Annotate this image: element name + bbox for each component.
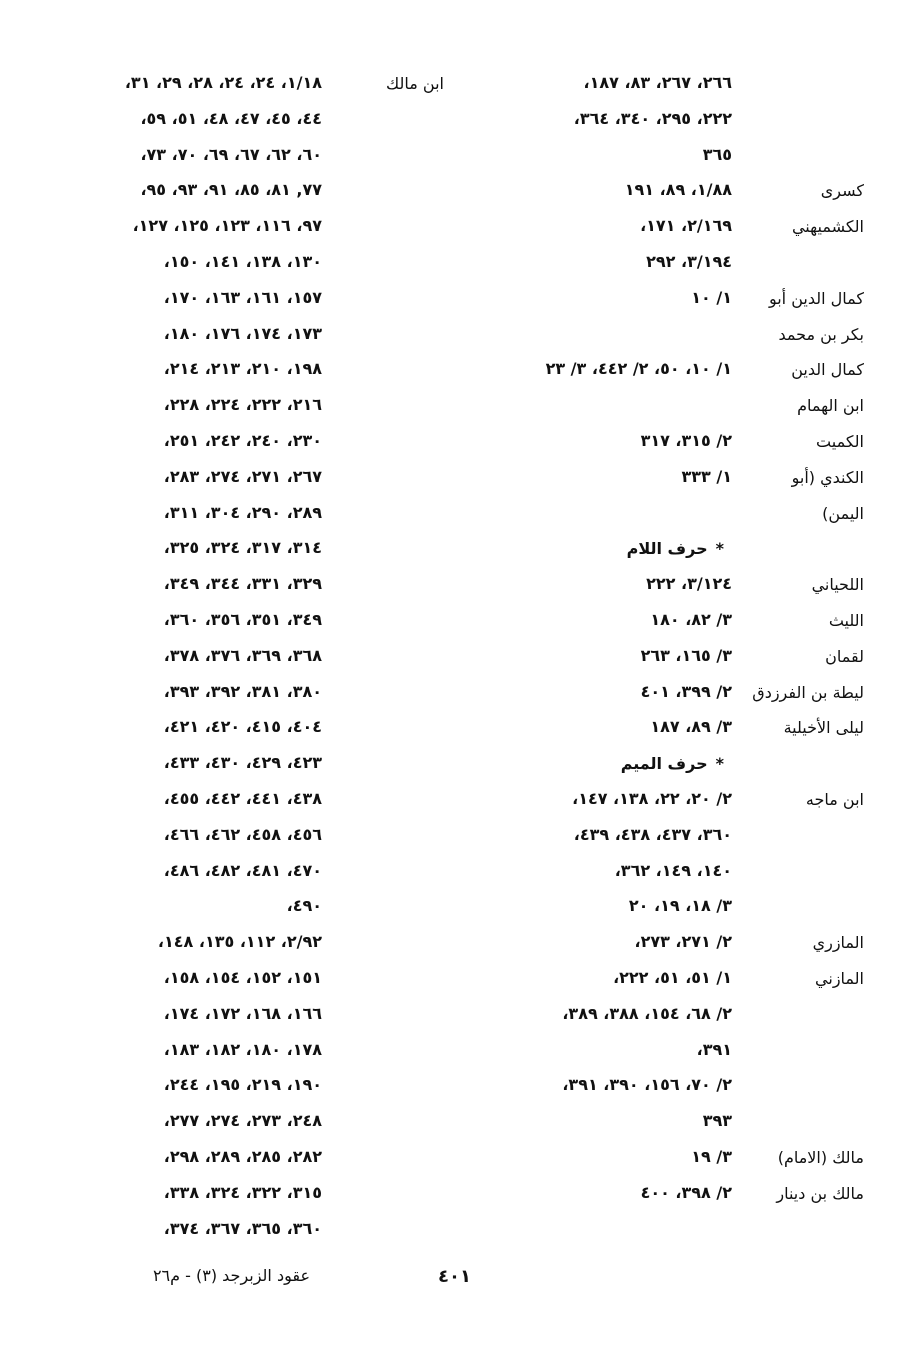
entry-page-refs: ٤٥٦، ٤٥٨، ٤٦٢، ٤٦٦،	[163, 824, 322, 844]
section-heading-row	[452, 533, 864, 569]
entry-page-refs: ٤٤، ٤٥، ٤٧، ٤٨، ٥١، ٥٩،	[140, 108, 322, 128]
entry-page-refs: ٣/ ٨٢، ١٨٠	[650, 609, 732, 629]
section-heading	[627, 539, 724, 558]
entry-name: الليث	[828, 610, 864, 630]
entry-page-refs: ٤٧٠، ٤٨١، ٤٨٢، ٤٨٦،	[163, 860, 322, 880]
entry-page-refs: ١٧٨، ١٨٠، ١٨٢، ١٨٣،	[163, 1039, 322, 1059]
entry-name: كسرى	[820, 181, 864, 201]
entry-name: ابن ماجه	[805, 789, 864, 809]
entry-name: المازني	[815, 968, 864, 988]
index-entry	[60, 533, 452, 569]
index-entry	[452, 462, 864, 498]
entry-page-refs: ٢/ ٣١٥، ٣١٧	[640, 430, 732, 450]
entry-page-refs: ٣/ ٨٩، ١٨٧	[650, 717, 732, 737]
entry-page-refs: ١/٨٨، ٨٩، ١٩١	[624, 180, 732, 200]
index-entry	[60, 462, 452, 498]
entry-name: كمال الدين	[791, 360, 864, 380]
entry-page-refs: ١/١٨، ٢٤، ٢٤، ٢٨، ٢٩، ٣١،	[124, 73, 322, 92]
entry-name: مالك (الامام)	[777, 1147, 864, 1167]
entry-page-refs: ٢/٩٢، ١١٢، ١٣٥، ١٤٨،	[157, 932, 322, 952]
entry-page-refs: ٢/ ٢٠، ٢٢، ١٣٨، ١٤٧،	[572, 788, 732, 808]
index-entry	[60, 390, 452, 426]
index-entry	[60, 1035, 452, 1071]
entry-page-refs: ٣/ ١٩	[691, 1146, 732, 1166]
index-entry	[452, 175, 864, 211]
index-entry	[60, 927, 452, 963]
entry-page-refs: ٢/١٦٩، ١٧١،	[640, 216, 732, 236]
index-entry	[60, 1178, 452, 1214]
index-entry	[60, 712, 452, 748]
index-entry	[60, 891, 452, 927]
entry-page-refs: ٢٦٧، ٢٧١، ٢٧٤، ٢٨٣،	[163, 466, 322, 486]
entry-name: مالك بن دينار	[776, 1183, 864, 1203]
entry-page-refs: ١٩٠، ٢١٩، ١٩٥، ٢٤٤،	[163, 1075, 322, 1095]
entry-page-refs: ٢/ ٣٩٩، ٤٠١	[640, 681, 732, 701]
entry-page-refs: ٢/ ٧٠، ١٥٦، ٣٩٠، ٣٩١،	[562, 1075, 732, 1095]
entry-page-refs: ٩٧، ١١٦، ١٢٣، ١٢٥، ١٢٧،	[132, 216, 322, 236]
index-entry	[60, 856, 452, 892]
index-entry	[60, 426, 452, 462]
entry-page-refs: ٣/ ١٨، ١٩، ٢٠	[628, 896, 732, 916]
index-entry	[452, 856, 864, 892]
index-entry	[452, 605, 864, 641]
index-entry	[60, 68, 452, 104]
entry-page-refs: ١٥١، ١٥٢، ١٥٤، ١٥٨،	[163, 967, 322, 987]
index-entry	[452, 1035, 864, 1071]
index-entry	[452, 390, 864, 426]
index-entry	[452, 1142, 864, 1178]
index-entry	[452, 569, 864, 605]
entry-page-refs: ١٥٧، ١٦١، ١٦٣، ١٧٠،	[163, 287, 322, 307]
index-entry	[452, 963, 864, 999]
entry-name: ابن مالك	[386, 74, 444, 93]
entry-page-refs: ٢/ ٣٩٨، ٤٠٠	[640, 1182, 732, 1202]
index-entry	[452, 677, 864, 713]
entry-page-refs: ٣٦٨، ٣٦٩، ٣٧٦، ٣٧٨،	[163, 645, 322, 665]
entry-page-refs: ٣٩٣	[702, 1111, 732, 1131]
entry-name: بكر بن محمد	[778, 324, 864, 344]
index-entry	[452, 426, 864, 462]
index-entry	[60, 748, 452, 784]
index-column-left	[60, 68, 452, 1249]
index-entry	[452, 784, 864, 820]
entry-name: المازري	[812, 933, 864, 953]
entry-page-refs: ٣/١٩٤، ٢٩٢	[646, 251, 732, 271]
index-entry	[60, 605, 452, 641]
entry-page-refs: ٣/١٢٤، ٢٢٢	[646, 574, 732, 594]
index-entry	[60, 140, 452, 176]
entry-name: لقمان	[825, 646, 864, 666]
entry-page-refs: ٣٦٥	[702, 144, 732, 164]
entry-page-refs: ١/ ١٠، ٥٠، ٢/ ٤٤٢، ٣/ ٢٣	[545, 359, 732, 379]
index-entry	[60, 1214, 452, 1250]
index-entry	[60, 677, 452, 713]
entry-page-refs: ٣٨٠، ٣٨١، ٣٩٢، ٣٩٣،	[163, 681, 322, 701]
entry-page-refs: ٢٢٢، ٢٩٥، ٣٤٠، ٣٦٤،	[573, 108, 732, 128]
entry-page-refs: ٣١٥، ٣٢٢، ٣٢٤، ٣٣٨،	[163, 1182, 322, 1202]
entry-page-refs: ١٤٠، ١٤٩، ٣٦٢،	[614, 860, 732, 880]
entry-page-refs: ٤٣٨، ٤٤١، ٤٤٢، ٤٥٥،	[163, 788, 322, 808]
entry-page-refs: ٤٠٤، ٤١٥، ٤٢٠، ٤٢١،	[163, 717, 322, 737]
index-column-right	[452, 68, 864, 1214]
entry-page-refs: ٦٠، ٦٢، ٦٧، ٦٩، ٧٠، ٧٣،	[140, 144, 322, 164]
entry-page-refs: ١٧٣، ١٧٤، ١٧٦، ١٨٠،	[163, 323, 322, 343]
entry-page-refs: ٢١٦، ٢٢٢، ٢٢٤، ٢٢٨،	[163, 395, 322, 415]
index-entry	[60, 247, 452, 283]
entry-name: الكشميهني	[791, 217, 864, 237]
index-entry	[60, 283, 452, 319]
index-entry	[452, 319, 864, 355]
entry-name: كمال الدين أبو	[768, 288, 864, 308]
index-entry	[60, 999, 452, 1035]
entry-page-refs: ٢٨٢، ٢٨٥، ٢٨٩، ٢٩٨،	[163, 1146, 322, 1166]
index-entry	[452, 1070, 864, 1106]
section-heading-row	[452, 748, 864, 784]
entry-page-refs: ٣١٤، ٣١٧، ٣٢٤، ٣٢٥،	[163, 538, 322, 558]
footer-book-title: عقود الزبرجد (٣) - م٢٦	[152, 1266, 310, 1285]
entry-page-refs: ٢٤٨، ٢٧٣، ٢٧٤، ٢٧٧،	[163, 1111, 322, 1131]
index-entry	[452, 641, 864, 677]
entry-page-refs: ٢٣٠، ٢٤٠، ٢٤٢، ٢٥١،	[163, 430, 322, 450]
index-entry	[60, 641, 452, 677]
entry-name: ابن الهمام	[797, 396, 864, 416]
index-entry	[452, 999, 864, 1035]
index-entry	[452, 140, 864, 176]
index-entry	[452, 68, 864, 104]
entry-page-refs: ١/ ٣٣٣	[681, 466, 732, 486]
index-entry	[452, 283, 864, 319]
index-entry	[60, 963, 452, 999]
entry-page-refs: ١/ ٥١، ٥١، ٢٢٢،	[613, 967, 732, 987]
index-entry	[60, 1070, 452, 1106]
index-entry	[452, 1106, 864, 1142]
section-title: حرف اللام	[626, 539, 708, 559]
entry-page-refs: ٤٩٠،	[286, 896, 322, 916]
index-entry	[60, 498, 452, 534]
entry-page-refs: ٣٩١،	[696, 1039, 732, 1059]
entry-page-refs: ٣٢٩، ٣٣١، ٣٤٤، ٣٤٩،	[163, 574, 322, 594]
section-star-icon: *	[715, 539, 724, 559]
index-entry	[60, 1142, 452, 1178]
entry-page-refs: ٧٧, ٨١، ٨٥، ٩١، ٩٣، ٩٥،	[140, 180, 322, 200]
entry-name: الكندي (أبو	[791, 467, 864, 487]
entry-page-refs: ٢/ ٢٧١، ٢٧٣،	[634, 932, 732, 952]
entry-page-refs: ٢٨٩، ٢٩٠، ٣٠٤، ٣١١،	[163, 502, 322, 522]
entry-page-refs: ٣/ ١٦٥، ٢٦٣	[640, 645, 732, 665]
entry-name: ليطة بن الفرزدق	[752, 682, 864, 702]
index-entry	[452, 247, 864, 283]
entry-page-refs: ٣٦٠، ٣٦٥، ٣٦٧، ٣٧٤،	[163, 1218, 322, 1238]
index-entry	[452, 498, 864, 534]
entry-page-refs: ١٩٨، ٢١٠، ٢١٣، ٢١٤،	[163, 359, 322, 379]
entry-page-refs: ٢/ ٦٨، ١٥٤، ٣٨٨، ٣٨٩،	[562, 1003, 732, 1023]
entry-page-refs: ٤٢٣، ٤٢٩، ٤٣٠، ٤٣٣،	[163, 753, 322, 773]
entry-name: اللحياني	[811, 575, 864, 595]
entry-name: ليلى الأخيلية	[783, 718, 864, 738]
index-entry	[60, 820, 452, 856]
index-entry	[60, 104, 452, 140]
index-entry	[60, 175, 452, 211]
entry-name: الكميت	[816, 431, 864, 451]
index-entry	[452, 891, 864, 927]
section-heading	[621, 754, 724, 773]
index-entry	[452, 927, 864, 963]
entry-page-refs: ١٦٦، ١٦٨، ١٧٢، ١٧٤،	[163, 1003, 322, 1023]
index-entry	[60, 211, 452, 247]
index-entry	[452, 211, 864, 247]
index-entry	[60, 569, 452, 605]
page-number: ٤٠١	[438, 1266, 471, 1287]
index-entry	[452, 712, 864, 748]
index-entry	[60, 784, 452, 820]
entry-page-refs: ٣٤٩، ٣٥١، ٣٥٦، ٣٦٠،	[163, 609, 322, 629]
entry-name: اليمن)	[822, 503, 864, 523]
entry-page-refs: ١٣٠، ١٣٨، ١٤١، ١٥٠،	[163, 251, 322, 271]
index-entry	[452, 820, 864, 856]
index-entry	[452, 104, 864, 140]
index-entry	[60, 354, 452, 390]
entry-page-refs: ٣٦٠، ٤٣٧، ٤٣٨، ٤٣٩،	[573, 824, 732, 844]
index-entry	[60, 1106, 452, 1142]
index-entry	[60, 319, 452, 355]
index-entry	[452, 1178, 864, 1214]
index-entry	[452, 354, 864, 390]
entry-page-refs: ١/ ١٠	[691, 287, 732, 307]
section-star-icon: *	[715, 754, 724, 774]
entry-page-refs: ٢٦٦، ٢٦٧، ٨٣، ١٨٧،	[583, 73, 732, 92]
section-title: حرف الميم	[620, 754, 708, 774]
